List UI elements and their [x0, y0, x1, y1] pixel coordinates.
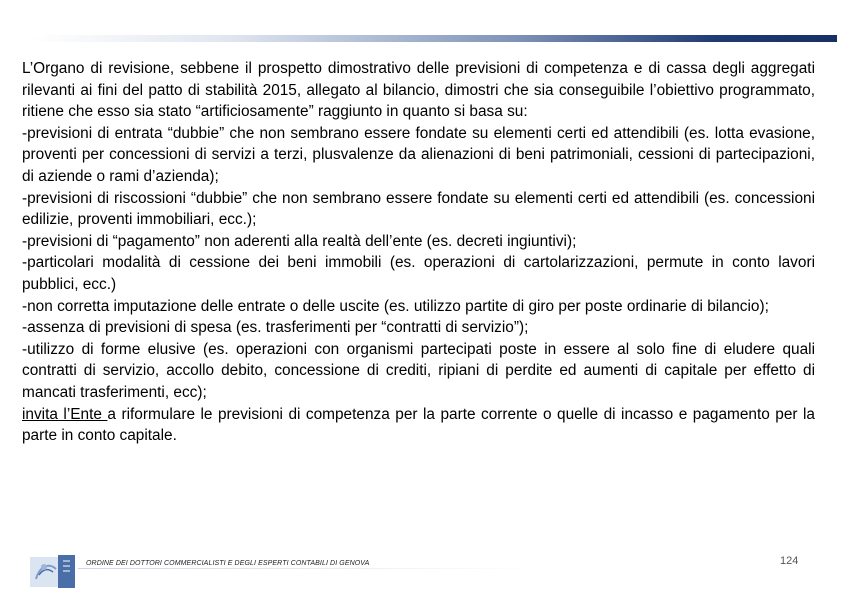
footer-organization: ORDINE DEI DOTTORI COMMERCIALISTI E DEGLI ESPERTI CONTABILI DI GENOVA [86, 560, 370, 567]
slide-body [22, 58, 815, 447]
header-rule [32, 35, 837, 42]
conclusion-text: a riformulare le previsioni di competenza per la parte corrente o quelle di incasso e pagamento per la parte in conto capitale. [22, 405, 815, 445]
order-logo-icon [30, 555, 75, 588]
intro-paragraph: L’Organo di revisione, sebbene il prospetto dimostrativo delle previsioni di competenza e di cassa degli aggregati rilevanti ai fini del patto di stabilità 2015, allegato al bilancio, dimostri che sia conseguibile l’obiettivo programmato, ritiene che esso sia stato “artificiosamente” raggiunto in quanto si basa su: [22, 60, 815, 121]
list-item: -previsioni di “pagamento” non aderenti alla realtà dell’ente (es. decreti ingiuntivi); [22, 232, 577, 250]
page-number: 124 [780, 555, 799, 567]
list-item: -previsioni di riscossioni “dubbie” che non sembrano essere fondate su elementi certi ed attendibili (es. concessioni edilizie, proventi immobiliari, ecc.); [22, 189, 815, 229]
list-item: -previsioni di entrata “dubbie” che non sembrano essere fondate su elementi certi ed attendibili (es. lotta evasione, proventi per concessioni di servizi a terzi, plusvalenze da alienazioni di beni patrimoniali, cessioni di partecipazioni, di aziende o rami d’azienda); [22, 124, 815, 185]
list-item: -non corretta imputazione delle entrate o delle uscite (es. utilizzo partite di giro per poste ordinarie di bilancio); [22, 297, 769, 315]
footer-rule [78, 568, 538, 569]
conclusion-paragraph [22, 404, 815, 447]
conclusion-underlined-lead: invita l’Ente [22, 405, 108, 423]
list-item: -assenza di previsioni di spesa (es. trasferimenti per “contratti di servizio”); [22, 319, 529, 337]
list-item: -particolari modalità di cessione dei beni immobili (es. operazioni di cartolarizzazioni, permute in conto lavori pubblici, ecc.) [22, 254, 815, 293]
list-item: -utilizzo di forme elusive (es. operazioni con organismi partecipati poste in essere al solo fine di eludere quali contratti di servizio, accollo debito, concessione di crediti, ripiani di perdite ed aumenti di capitale per effetto di mancati trasferimenti, ecc); [22, 340, 815, 401]
